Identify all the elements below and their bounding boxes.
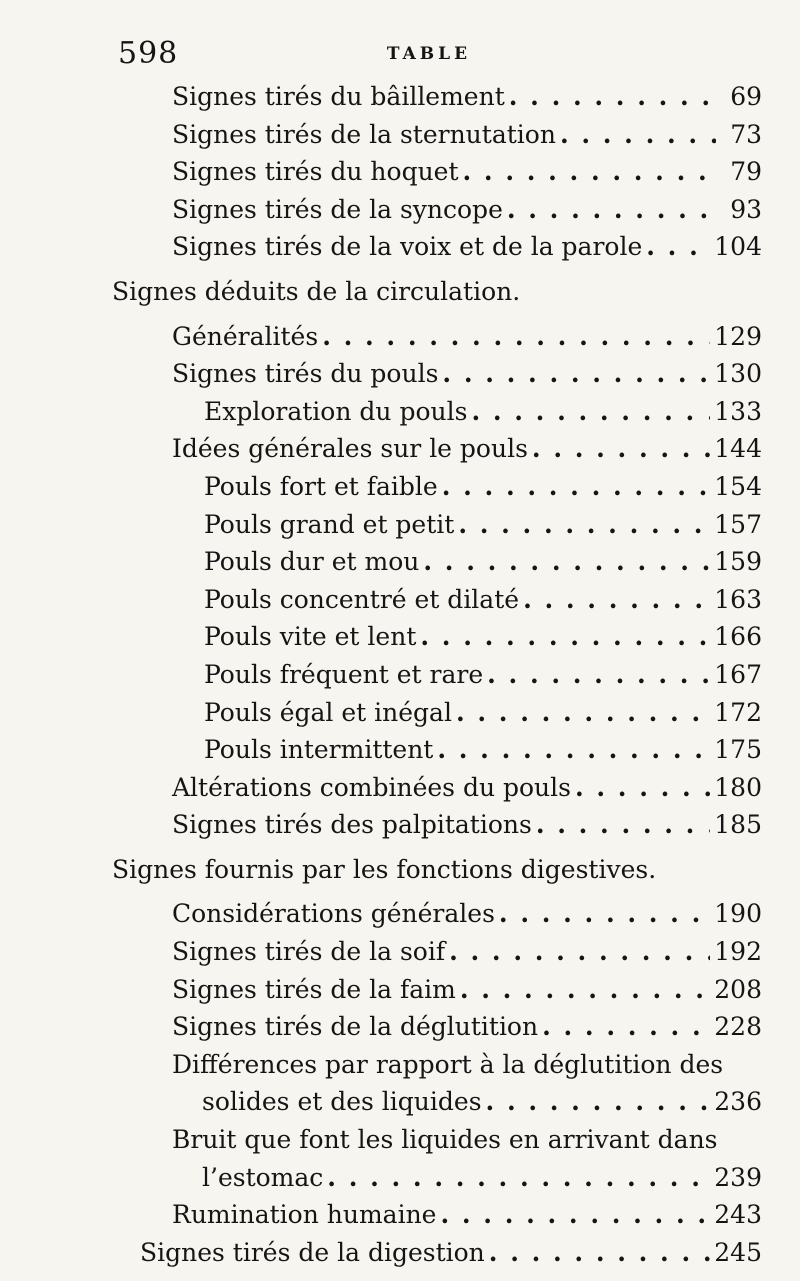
table-of-contents bbox=[0, 78, 800, 1271]
toc-entry bbox=[0, 1196, 800, 1234]
toc-entry-title: Différences par rapport à la déglutition des bbox=[172, 1049, 724, 1079]
toc-entry-first-line bbox=[0, 1121, 800, 1159]
dot-leader bbox=[442, 355, 710, 392]
toc-entry-title: Rumination humaine bbox=[172, 1200, 437, 1230]
toc-entry-title: Pouls concentré et dilaté bbox=[204, 584, 520, 614]
toc-entry-page: 208 bbox=[714, 974, 762, 1004]
toc-entry-page: 245 bbox=[714, 1237, 762, 1267]
toc-entry-title: Exploration du pouls bbox=[204, 396, 468, 426]
toc-entry-title: Pouls intermittent bbox=[204, 735, 434, 765]
toc-entry-page: 167 bbox=[714, 659, 762, 689]
dot-leader bbox=[507, 191, 716, 228]
toc-entry-page: 129 bbox=[714, 321, 762, 351]
dot-leader bbox=[458, 506, 710, 543]
toc-entry-title: Signes tirés du hoquet bbox=[172, 157, 459, 187]
dot-leader bbox=[456, 694, 710, 731]
toc-entry-title: Signes tirés de la voix et de la parole bbox=[172, 232, 643, 262]
toc-entry bbox=[0, 116, 800, 154]
dot-leader bbox=[487, 656, 710, 693]
toc-entry-title: Bruit que font les liquides en arrivant dans bbox=[172, 1125, 718, 1155]
toc-entry-title: Altérations combinées du pouls bbox=[172, 772, 571, 802]
dot-leader bbox=[440, 1196, 710, 1233]
toc-entry bbox=[0, 806, 800, 844]
toc-entry bbox=[0, 468, 800, 506]
page-number: 598 bbox=[118, 36, 179, 71]
toc-entry-title: Signes tirés de la sternutation bbox=[172, 119, 556, 149]
toc-entry-continuation bbox=[0, 1159, 800, 1197]
toc-entry bbox=[0, 1008, 800, 1046]
toc-entry-page: 69 bbox=[730, 82, 762, 111]
toc-entry-page: 157 bbox=[714, 509, 762, 539]
toc-entry-page: 172 bbox=[714, 697, 762, 727]
toc-entry-first-line bbox=[0, 1046, 800, 1084]
toc-entry bbox=[0, 153, 800, 191]
toc-entry-page: 236 bbox=[714, 1087, 762, 1117]
toc-entry bbox=[0, 656, 800, 694]
toc-entry bbox=[0, 506, 800, 544]
toc-entry-page: 180 bbox=[714, 772, 762, 802]
dot-leader bbox=[486, 1083, 711, 1120]
toc-entry-title: Pouls vite et lent bbox=[204, 622, 417, 652]
dot-leader bbox=[542, 1008, 710, 1045]
toc-entry-title: Signes tirés de la syncope bbox=[172, 194, 503, 224]
toc-entry bbox=[0, 731, 800, 769]
toc-entry-continuation-text: l’estomac bbox=[202, 1162, 324, 1192]
dot-leader bbox=[449, 933, 710, 970]
dot-leader bbox=[463, 153, 716, 190]
toc-entry bbox=[0, 318, 800, 356]
toc-entry-title: Pouls dur et mou bbox=[204, 547, 420, 577]
toc-entry-page: 243 bbox=[714, 1200, 762, 1230]
toc-entry bbox=[0, 78, 800, 116]
toc-entry-page: 154 bbox=[714, 471, 762, 501]
toc-entry-title: Généralités bbox=[172, 321, 319, 351]
toc-entry bbox=[0, 618, 800, 656]
dot-leader bbox=[460, 971, 710, 1008]
toc-entry bbox=[0, 1234, 800, 1272]
dot-leader bbox=[646, 228, 710, 265]
toc-entry-title: Idées générales sur le pouls bbox=[172, 434, 528, 464]
toc-entry bbox=[0, 769, 800, 807]
toc-entry bbox=[0, 581, 800, 619]
toc-entry bbox=[0, 933, 800, 971]
toc-entry-title: Pouls fréquent et rare bbox=[204, 659, 484, 689]
toc-entry-page: 130 bbox=[714, 359, 762, 389]
toc-entry-title: Signes tirés de la déglutition bbox=[172, 1012, 539, 1042]
toc-entry-page: 185 bbox=[714, 810, 762, 840]
section-heading-title: Signes déduits de la circulation. bbox=[112, 276, 521, 306]
toc-entry bbox=[0, 355, 800, 393]
dot-leader bbox=[560, 116, 716, 153]
toc-entry-title: Considérations générales bbox=[172, 899, 495, 929]
toc-entry-title: Signes tirés de la digestion bbox=[140, 1237, 485, 1267]
section-heading-title: Signes fournis par les fonctions digestives. bbox=[112, 854, 657, 884]
dot-leader bbox=[442, 468, 711, 505]
dot-leader bbox=[499, 895, 710, 932]
toc-entry-title: Signes tirés de la faim bbox=[172, 974, 456, 1004]
toc-entry-title: Signes tirés du bâillement bbox=[172, 82, 505, 111]
dot-leader bbox=[575, 769, 710, 806]
toc-entry-page: 159 bbox=[714, 547, 762, 577]
dot-leader bbox=[437, 731, 710, 768]
toc-entry bbox=[0, 694, 800, 732]
toc-entry-continuation bbox=[0, 1083, 800, 1121]
toc-section-heading bbox=[0, 273, 800, 311]
toc-entry-page: 104 bbox=[714, 232, 762, 262]
dot-leader bbox=[423, 543, 710, 580]
dot-leader bbox=[532, 430, 710, 467]
dot-leader bbox=[420, 618, 710, 655]
toc-entry bbox=[0, 430, 800, 468]
dot-leader bbox=[536, 806, 710, 843]
dot-leader bbox=[322, 318, 710, 355]
toc-entry-page: 163 bbox=[714, 584, 762, 614]
toc-entry bbox=[0, 228, 800, 266]
toc-entry-page: 175 bbox=[714, 735, 762, 765]
toc-entry-title: Pouls égal et inégal bbox=[204, 697, 452, 727]
toc-entry-page: 133 bbox=[714, 396, 762, 426]
dot-leader bbox=[489, 1234, 711, 1271]
toc-entry-title: Pouls fort et faible bbox=[204, 471, 438, 501]
toc-entry bbox=[0, 895, 800, 933]
toc-section-heading bbox=[0, 851, 800, 889]
toc-entry-page: 239 bbox=[714, 1162, 762, 1192]
toc-entry-page: 228 bbox=[714, 1012, 762, 1042]
toc-entry-page: 192 bbox=[714, 937, 762, 967]
toc-entry-title: Pouls grand et petit bbox=[204, 509, 455, 539]
toc-entry-title: Signes tirés de la soif bbox=[172, 937, 446, 967]
toc-entry-title: Signes tirés des palpitations bbox=[172, 810, 532, 840]
dot-leader bbox=[523, 581, 710, 618]
dot-leader bbox=[327, 1159, 710, 1196]
toc-entry-continuation-text: solides et des liquides bbox=[202, 1087, 482, 1117]
toc-entry-page: 190 bbox=[714, 899, 762, 929]
toc-entry-page: 79 bbox=[730, 157, 762, 187]
toc-entry-title: Signes tirés du pouls bbox=[172, 359, 439, 389]
toc-entry-page: 166 bbox=[714, 622, 762, 652]
toc-entry bbox=[0, 191, 800, 229]
toc-entry-page: 93 bbox=[730, 194, 762, 224]
toc-entry-page: 144 bbox=[714, 434, 762, 464]
dot-leader bbox=[471, 393, 710, 430]
page-header bbox=[118, 36, 740, 76]
toc-entry-page: 73 bbox=[730, 119, 762, 149]
dot-leader bbox=[509, 78, 716, 115]
toc-entry bbox=[0, 543, 800, 581]
running-title: TABLE bbox=[386, 44, 472, 64]
toc-entry bbox=[0, 393, 800, 431]
toc-entry bbox=[0, 971, 800, 1009]
